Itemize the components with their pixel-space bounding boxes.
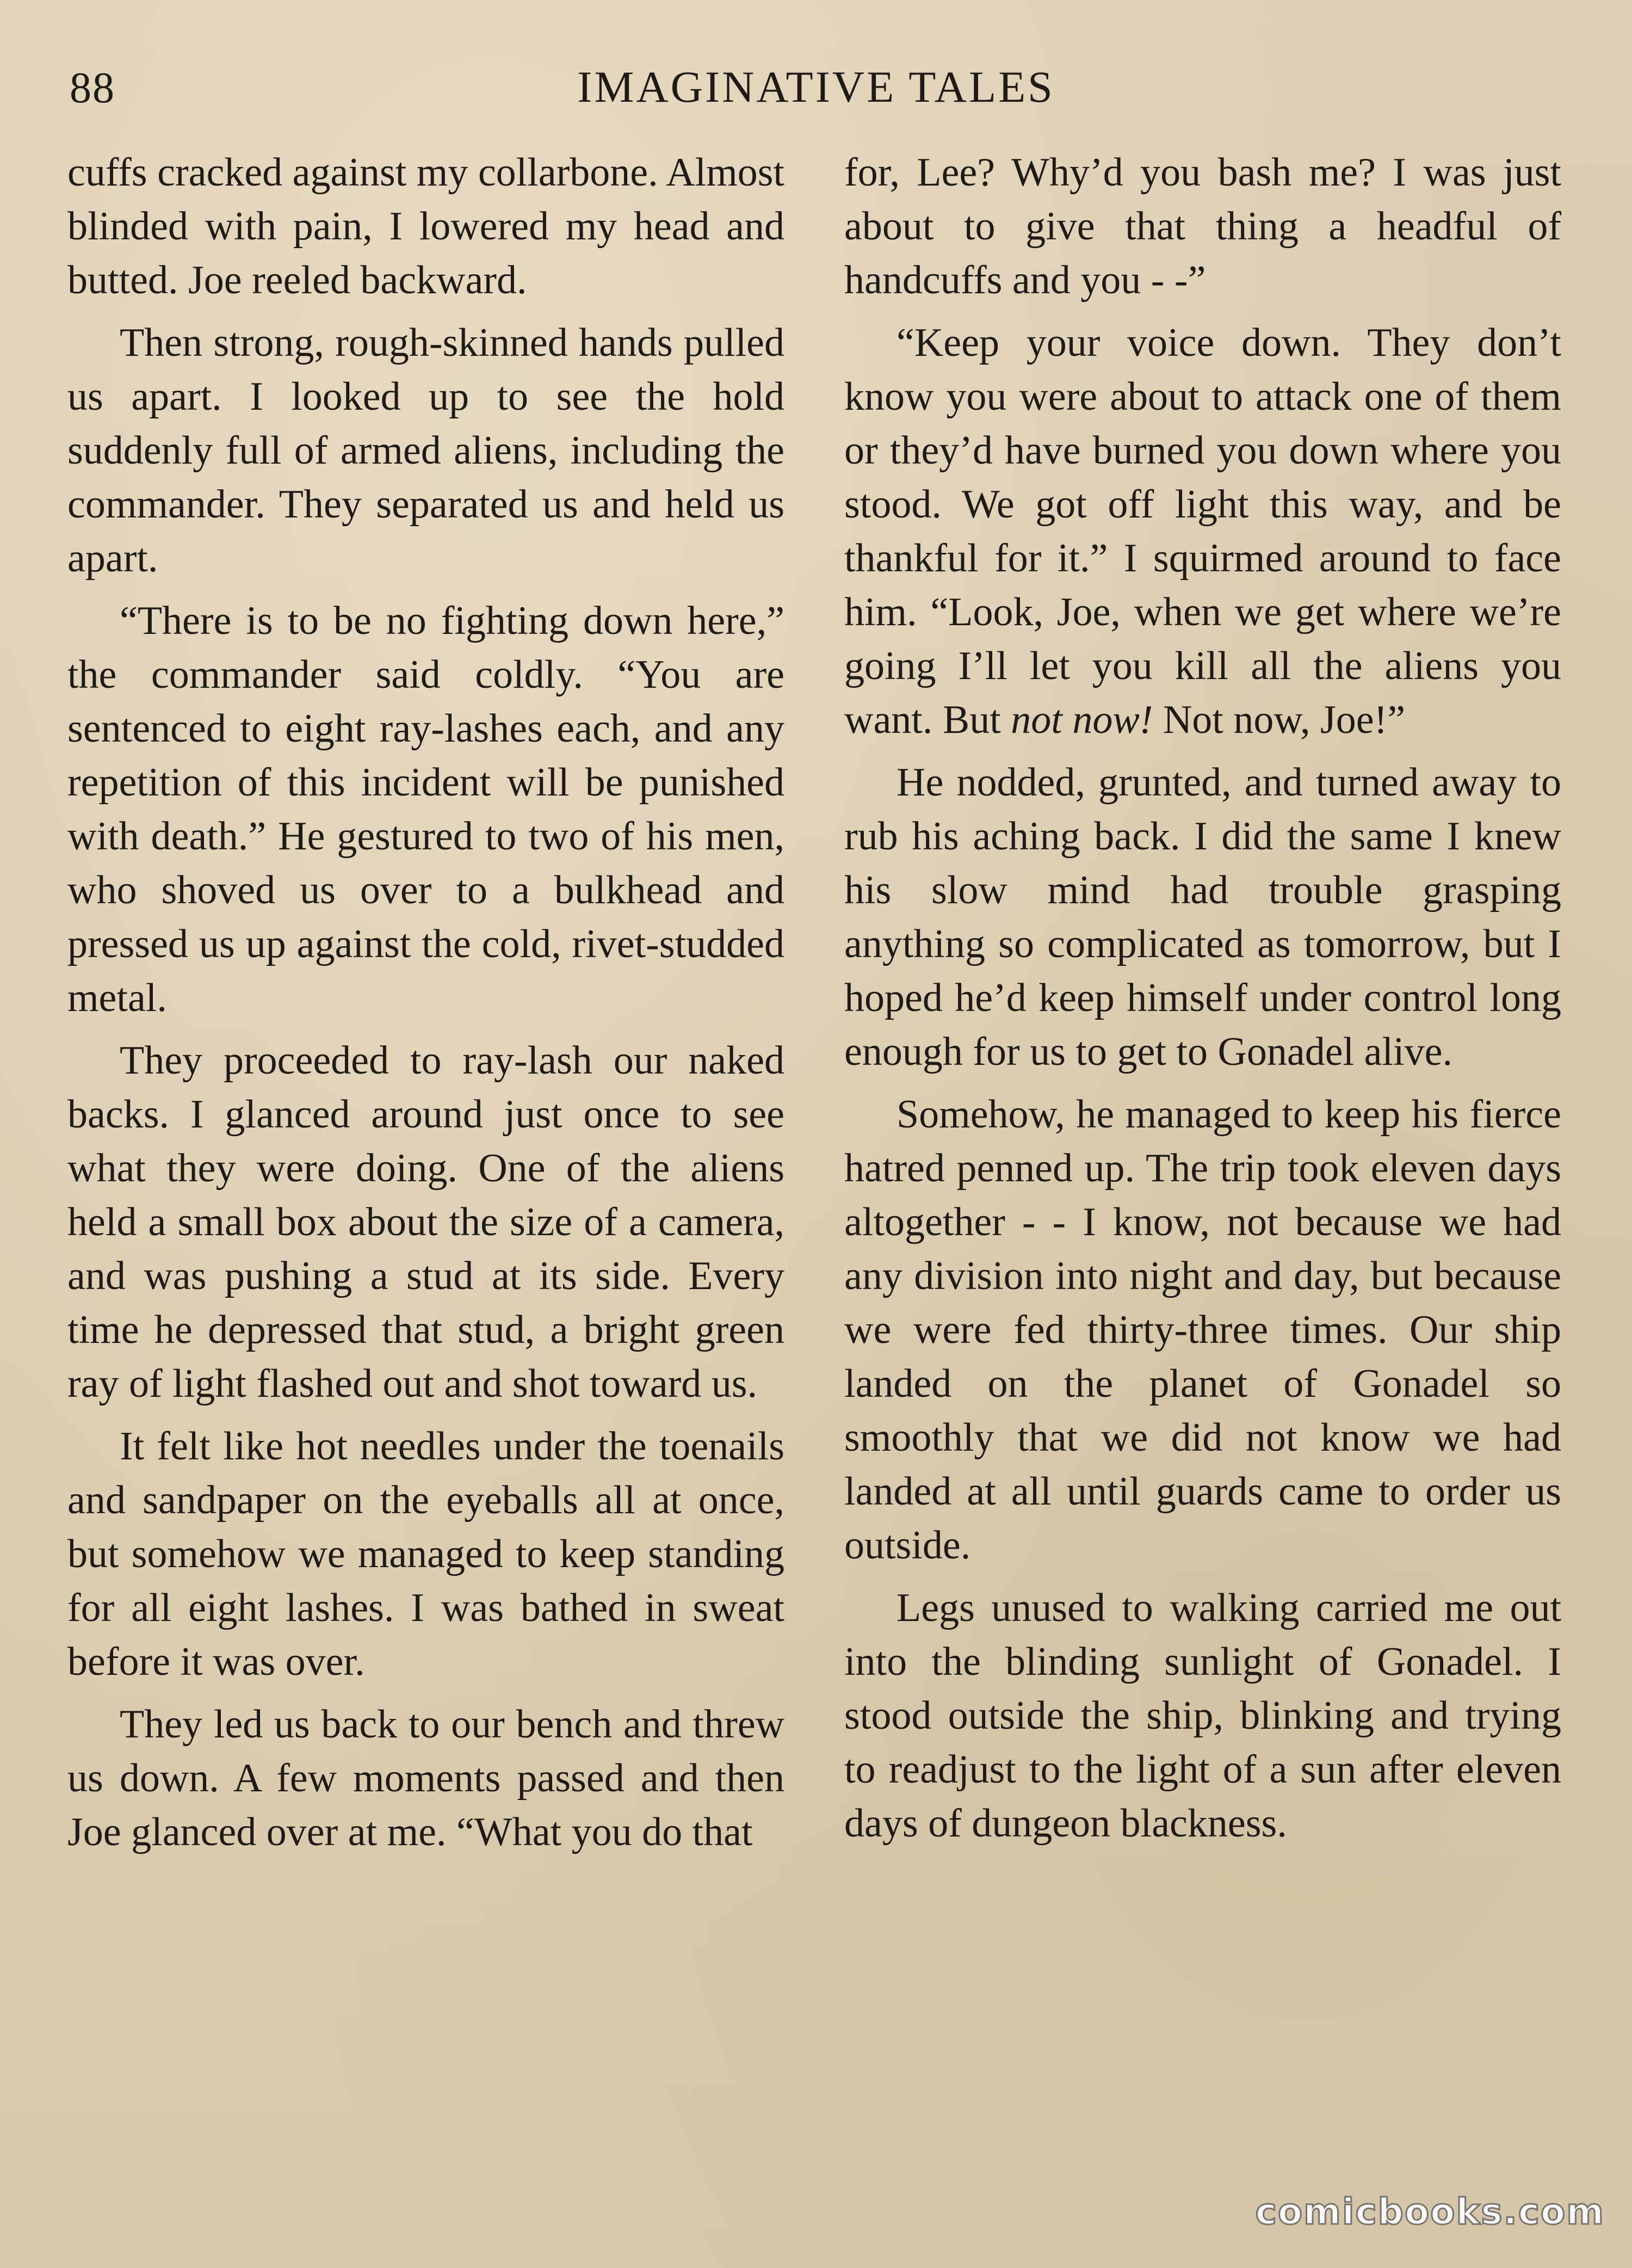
paragraph-text: “Keep your voice down. They don’t know you were about to attack one of them or they’d have burned you down where you stood. We got off light this way, and be thankful for it.” I squirmed around to face him. “Look, Joe, when we get where we’re going I’ll let you kill all the aliens you want. But: [844, 321, 1561, 742]
page-number: 88: [70, 64, 115, 112]
paragraph-text-after: Not now, Joe!”: [1153, 698, 1406, 742]
paragraph: “There is to be no fighting down here,” the commander said coldly. “You are sentenced to eight ray-lashes each, and any repetition of this incident will be punished with death.” He gestured to two of his men, who shoved us over to a bulkhead and pressed us up against the cold, rivet-studded metal.: [67, 599, 784, 1020]
paragraph: [844, 316, 1561, 747]
paragraph: Then strong, rough-skinned hands pulled us apart. I looked up to see the hold suddenly full of armed aliens, including the commander. They separated us and held us apart.: [67, 321, 784, 581]
paragraph: Somehow, he managed to keep his fierce hatred penned up. The trip took eleven days altogether - - I know, not because we had any division into night and day, but because we were fed thirty-three times. Our ship landed on the planet of Gonadel so smoothly that we did not know we had landed at all until guards came to order us outside.: [844, 1092, 1561, 1568]
paragraph: cuffs cracked against my collarbone. Almost blinded with pain, I lowered my head and butted. Joe reeled backward.: [67, 150, 784, 303]
running-head: IMAGINATIVE TALES: [577, 62, 1055, 112]
paragraph: It felt like hot needles under the toenails and sandpaper on the eyeballs all at once, but somehow we managed to keep standing for all eight lashes. I was bathed in sweat before it was over.: [67, 1424, 784, 1684]
emphasis-text: not now!: [1011, 698, 1153, 742]
paragraph: They proceeded to ray-lash our naked backs. I glanced around just once to see what they were doing. One of the aliens held a small box about the size of a camera, and was pushing a stud at its side. Every time he depressed that stud, a bright green ray of light flashed out and shot toward us.: [67, 1038, 784, 1406]
site-watermark: comicbooks.com: [1255, 2191, 1605, 2233]
paragraph: They led us back to our bench and threw us down. A few moments passed and then Joe glanced over at me. “What you do that: [67, 1702, 784, 1854]
text-column-right: [844, 146, 1561, 1859]
paragraph: for, Lee? Why’d you bash me? I was just about to give that thing a headful of handcuffs and you - -”: [844, 150, 1561, 303]
paragraph: Legs unused to walking carried me out into the blinding sunlight of Gonadel. I stood outside the ship, blinking and trying to readjust to the light of a sun after eleven days of dungeon blackness.: [844, 1586, 1561, 1846]
paragraph: He nodded, grunted, and turned away to rub his aching back. I did the same I knew his slow mind had trouble grasping anything so complicated as tomorrow, but I hoped he’d keep himself under control long enough for us to get to Gonadel alive.: [844, 760, 1561, 1074]
text-column-left: [67, 146, 784, 1868]
